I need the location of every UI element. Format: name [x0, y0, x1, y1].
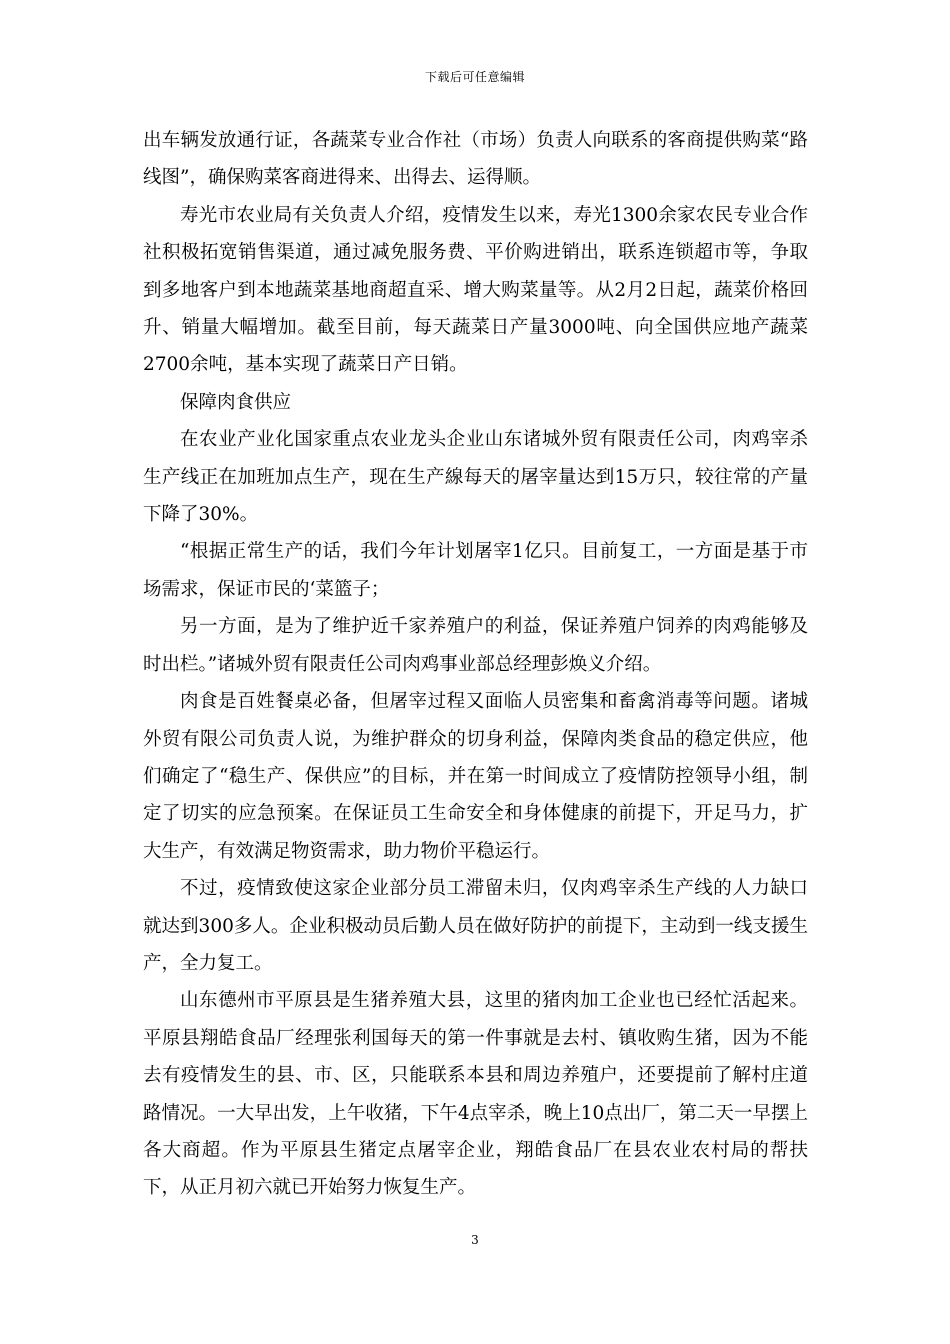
section-heading: 保障肉食供应	[180, 391, 292, 413]
page-header: 下载后可任意编辑	[424, 70, 525, 84]
paragraph: 不过，疫情致使这家企业部分员工滞留未归，仅肉鸡宰杀生产线的人力缺口就达到300多人。企业积极动员后勤人员在做好防护的前提下，主动到一线支援生产，全力复工。	[143, 878, 808, 974]
paragraph: 寿光市农业局有关负责人介绍，疫情发生以来，寿光1300余家农民专业合作社积极拓宽销售渠道，通过减免服务费、平价购进销出，联系连锁超市等，争取到多地客户到本地蔬菜基地商超直采、增大购菜量等。从2月2日起，蔬菜价格回升、销量大幅增加。截至目前，每天蔬菜日产量3000吨、向全国供应地产蔬菜2700余吨，基本实现了蔬菜日产日销。	[143, 204, 808, 376]
paragraph: 另一方面，是为了维护近千家养殖户的利益，保证养殖户饲养的肉鸡能够及时出栏。”诸城外贸有限责任公司肉鸡事业部总经理彭焕义介绍。	[143, 616, 808, 675]
document-body	[143, 122, 808, 1207]
paragraph: 肉食是百姓餐桌必备，但屠宰过程又面临人员密集和畜禽消毒等问题。诸城外贸有限公司负责人说，为维护群众的切身利益，保障肉类食品的稳定供应，他们确定了“稳生产、保供应”的目标，并在第一时间成立了疫情防控领导小组，制定了切实的应急预案。在保证员工生命安全和身体健康的前提下，开足马力，扩大生产，有效满足物资需求，助力物价平稳运行。	[143, 691, 808, 862]
page-number: 3	[471, 1233, 479, 1247]
paragraph-quote: “根据正常生产的话，我们今年计划屠宰1亿只。目前复工，一方面是基于市场需求，保证市民的‘菜篮子；	[143, 541, 808, 600]
paragraph: 在农业产业化国家重点农业龙头企业山东诸城外贸有限责任公司，肉鸡宰杀生产线正在加班加点生产，现在生产線每天的屠宰量达到15万只，较往常的产量下降了30%。	[143, 429, 808, 526]
paragraph-continuation: 出车辆发放通行证，各蔬菜专业合作社（市场）负责人向联系的客商提供购菜“路线图”，确保购菜客商进得来、出得去、运得顺。	[143, 130, 808, 189]
paragraph: 山东德州市平原县是生猪养殖大县，这里的猪肉加工企业也已经忙活起来。平原县翔皓食品厂经理张利国每天的第一件事就是去村、镇收购生猪，因为不能去有疫情发生的县、市、区，只能联系本县和周边养殖户，还要提前了解村庄道路情况。一大早出发，上午收猪，下午4点宰杀，晚上10点出厂，第二天一早摆上各大商超。作为平原县生猪定点屠宰企业，翔皓食品厂在县农业农村局的帮扶下，从正月初六就已开始努力恢复生产。	[143, 990, 808, 1199]
